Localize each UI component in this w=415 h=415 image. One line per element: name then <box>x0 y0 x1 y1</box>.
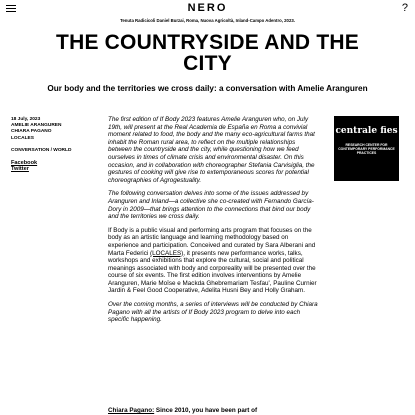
sidebar-advertisement[interactable] <box>334 116 399 181</box>
speaker-name: Chiara Pagano: <box>108 407 155 414</box>
article-paragraph <box>108 227 320 295</box>
author-link[interactable]: LOCALES <box>11 135 34 141</box>
paragraph-text: If Body is a public visual and performing arts program that focuses on the body as an artistic language and learning methodology based on experience and participation. Conceived and curated by Sara Alberani and Marta Federici <box>108 226 316 257</box>
article-paragraph: Over the coming months, a series of interviews will be conducted by Chiara Pagano with all the artists of If Body 2023 program to delve into each specific happening. <box>108 301 318 324</box>
article-subtitle: Our body and the territories we cross daily: a conversation with Amelie Aranguren <box>47 84 368 93</box>
image-caption: Tenuta Radicicoli Daniel Burzai, Roma, Nuova Agricoltà, Inland-Campo Adentro, 2023. <box>120 18 295 23</box>
question-text: Since 2010, you have been part of <box>154 407 258 414</box>
article-body <box>108 116 320 330</box>
interview-question <box>108 407 320 415</box>
article-paragraph: The first edition of If Body 2023 features Amelie Aranguren who, on July 19th, will present at the Real Academia de España en Roma a convivial moment related to food, the body and the many eco-agricultural farms that inhabit the Roman rural area, to reflect on the multiple relationships between the countryside and the city, while questioning how we feed ourselves in times of climate crisis and environmental disaster. On this occasion, and in collaboration with choreographer Stefania Carvisiglia, the gestures of cooking will give rise to extemporaneous scores for potential choreographies of Agrogestuality. <box>108 116 315 184</box>
article-category[interactable]: CONVERSATION / WORLD <box>11 147 72 153</box>
author-link[interactable]: CHIARA PAGANO <box>11 129 52 135</box>
article-paragraph: The following conversation delves into some of the issues addressed by Aranguren and Inland—a collective she co-created with Fernando García-Dory in 2009—that brings attention to the connections that bind our body and the territories we cross daily. <box>108 190 314 221</box>
article-meta <box>11 117 101 172</box>
article-date: 18 July, 2023 <box>11 117 41 122</box>
paragraph-text: , it presents new performance works, talks, workshops and exhibitions that explore the cultural, social and political meanings associated with body and corporeality will be presented over the course of six events. The first edition involves interventions by Amelie Aranguren, Marie Moïse e Mackda Ghebremariam Tesfau', Pauline Curnier Jardin & Feel Good Cooperative, Adelita Husni Bey and Holly Graham. <box>108 249 317 295</box>
site-logo[interactable]: NERO <box>187 2 228 14</box>
facebook-share-link[interactable]: Facebook <box>11 160 38 167</box>
ad-brand: centrale fies <box>335 126 398 136</box>
top-bar <box>0 0 415 18</box>
help-button[interactable]: ? <box>401 2 408 14</box>
article-title: THE COUNTRYSIDE AND THE CITY <box>56 31 359 75</box>
locales-link[interactable]: (LOCALES) <box>150 249 184 257</box>
ad-tagline: RESEARCH CENTER FOR CONTEMPORARY PERFORMANCE PRACTICES <box>338 143 395 155</box>
twitter-share-link[interactable]: Twitter <box>11 166 29 173</box>
author-link[interactable]: AMELIE ARANGUREN <box>11 123 62 129</box>
